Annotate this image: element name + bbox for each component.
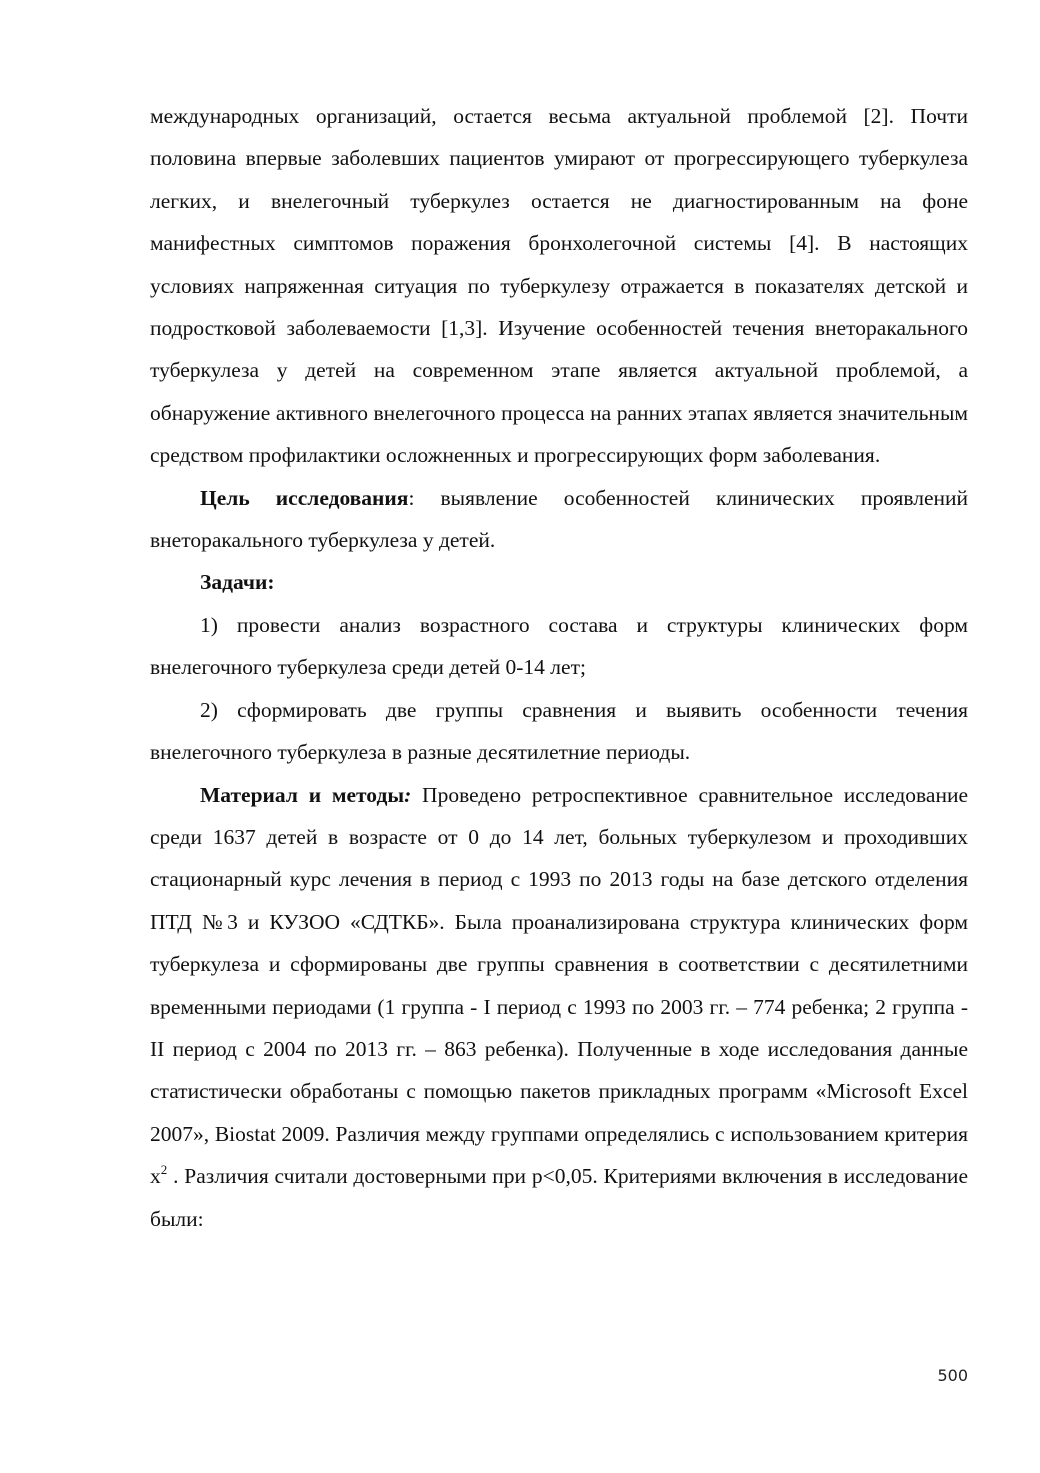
task-2-paragraph: 2) сформировать две группы сравнения и выявить особенности течения внелегочного туберкулеза в разные десятилетние периоды. [150,697,968,765]
chi-square-superscript: 2 [160,1162,168,1178]
methods-colon: : [404,782,412,807]
task-1-paragraph: 1) провести анализ возрастного состава и структуры клинических форм внелегочного туберкулеза среди детей 0-14 лет; [150,612,968,680]
tasks-label: Задачи: [200,570,275,595]
goal-paragraph [150,477,968,562]
methods-label: Материал и методы [200,782,405,807]
tasks-heading [150,561,968,603]
body-text [150,95,968,1240]
methods-text-continued: . Различия считали достоверными при p<0,05. Критериями включения в исследование были: [150,1164,968,1231]
page-number: 500 [937,1366,968,1385]
methods-text: Проведено ретроспективное сравнительное исследование среди 1637 детей в возрасте от 0 до 14 лет, больных туберкулезом и проходивших стационарный курс лечения в период с 1993 по 2013 годы на базе детского отделения ПТД №3 и КУЗОО «СДТКБ». Была проанализирована структура клинических форм туберкулеза и сформированы две группы сравнения в соответствии с десятилетними временными периодами (1 группа - I период с 1993 по 2003 гг. – 774 ребенка; 2 группа - II период с 2004 по 2013 гг. – 863 ребенка). Полученные в ходе исследования данные статистически обработаны с помощью пакетов прикладных программ «Microsoft Excel 2007», Biostat 2009. Различия между группами определялись с использованием критерия х [150,782,968,1189]
goal-label: Цель исследования [200,485,409,510]
methods-paragraph [150,774,968,1240]
goal-text: : выявление особенностей клинических проявлений внеторакального туберкулеза у детей. [150,485,969,553]
intro-paragraph: международных организаций, остается весьма актуальной проблемой [2]. Почти половина впервые заболевших пациентов умирают от прогрессирующего туберкулеза легких, и внелегочный туберкулез остается не диагностированным на фоне манифестных симптомов поражения бронхолегочной системы [4]. В настоящих условиях напряженная ситуация по туберкулезу отражается в показателях детской и подростковой заболеваемости [1,3]. Изучение особенностей течения внеторакального туберкулеза у детей на современном этапе является актуальной проблемой, а обнаружение активного внелегочного процесса на ранних этапах является значительным средством профилактики осложненных и прогрессирующих форм заболевания. [150,104,968,468]
